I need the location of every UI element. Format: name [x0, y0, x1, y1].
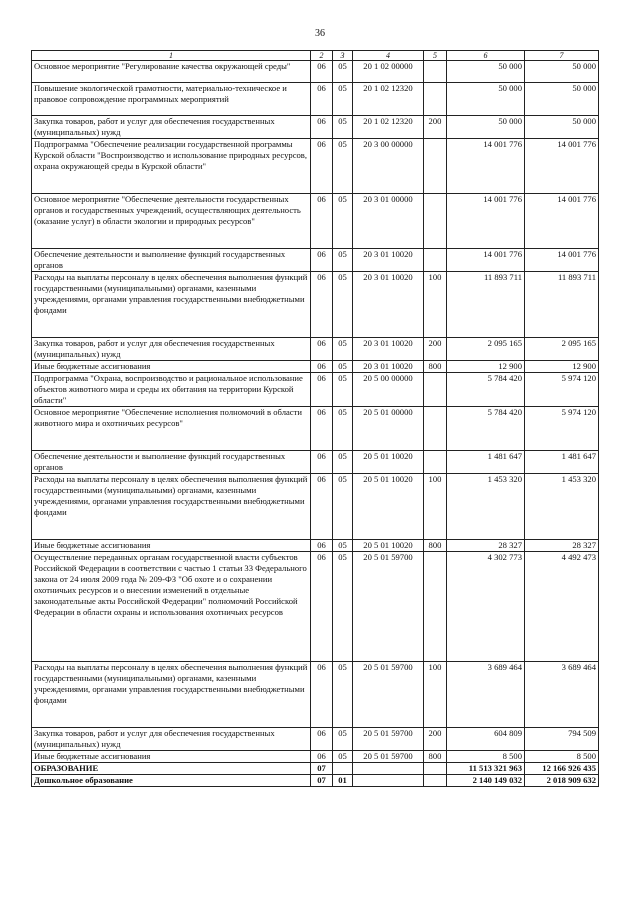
cell-amount-year-2: 11 893 711 [525, 272, 599, 338]
cell-section: 06 [311, 552, 333, 662]
column-header: 3 [333, 51, 353, 61]
budget-table [31, 50, 599, 787]
cell-subsection: 05 [333, 540, 353, 552]
table-row [32, 116, 599, 139]
cell-subsection: 05 [333, 407, 353, 451]
cell-section: 06 [311, 373, 333, 407]
cell-expense-type [424, 552, 447, 662]
cell-target-item: 20 3 01 10020 [353, 272, 424, 338]
cell-target-item: 20 5 01 00000 [353, 407, 424, 451]
cell-section: 06 [311, 194, 333, 249]
cell-amount-year-2: 12 900 [525, 361, 599, 373]
table-row [32, 194, 599, 249]
cell-amount-year-1: 3 689 464 [447, 662, 525, 728]
cell-target-item [353, 763, 424, 775]
column-header: 1 [32, 51, 311, 61]
table-row [32, 451, 599, 474]
cell-section: 06 [311, 338, 333, 361]
cell-target-item: 20 5 01 59700 [353, 662, 424, 728]
cell-subsection: 05 [333, 116, 353, 139]
table-row [32, 407, 599, 451]
page-number: 36 [315, 28, 325, 39]
cell-amount-year-2: 4 492 473 [525, 552, 599, 662]
cell-amount-year-1: 8 500 [447, 751, 525, 763]
cell-amount-year-2: 1 481 647 [525, 451, 599, 474]
cell-amount-year-1: 5 784 420 [447, 373, 525, 407]
table-row [32, 662, 599, 728]
column-header: 2 [311, 51, 333, 61]
column-header: 4 [353, 51, 424, 61]
cell-amount-year-2: 50 000 [525, 116, 599, 139]
cell-section: 06 [311, 139, 333, 194]
cell-expense-type [424, 373, 447, 407]
table-row [32, 272, 599, 338]
cell-amount-year-1: 11 893 711 [447, 272, 525, 338]
cell-section: 06 [311, 361, 333, 373]
cell-subsection: 05 [333, 249, 353, 272]
cell-name: Подпрограмма "Охрана, воспроизводство и рациональное использование объектов животного мира и среды их обитания на территории Курской области" [32, 373, 311, 407]
cell-subsection [333, 763, 353, 775]
table-row [32, 552, 599, 662]
cell-section: 06 [311, 83, 333, 116]
cell-amount-year-2: 8 500 [525, 751, 599, 763]
cell-subsection: 05 [333, 451, 353, 474]
cell-expense-type: 200 [424, 116, 447, 139]
cell-target-item [353, 775, 424, 787]
cell-section: 07 [311, 775, 333, 787]
cell-amount-year-2: 5 974 120 [525, 373, 599, 407]
cell-amount-year-2: 14 001 776 [525, 139, 599, 194]
cell-target-item: 20 1 02 12320 [353, 83, 424, 116]
cell-expense-type [424, 61, 447, 83]
cell-expense-type [424, 249, 447, 272]
cell-amount-year-1: 14 001 776 [447, 139, 525, 194]
table-row [32, 763, 599, 775]
cell-name: Иные бюджетные ассигнования [32, 361, 311, 373]
cell-name: Иные бюджетные ассигнования [32, 751, 311, 763]
cell-name: Иные бюджетные ассигнования [32, 540, 311, 552]
cell-amount-year-1: 50 000 [447, 61, 525, 83]
table-row [32, 139, 599, 194]
cell-amount-year-2: 3 689 464 [525, 662, 599, 728]
cell-amount-year-1: 50 000 [447, 83, 525, 116]
cell-section: 06 [311, 728, 333, 751]
cell-subsection: 05 [333, 83, 353, 116]
cell-target-item: 20 3 01 10020 [353, 338, 424, 361]
cell-name: Обеспечение деятельности и выполнение функций государственных органов [32, 249, 311, 272]
cell-amount-year-2: 14 001 776 [525, 194, 599, 249]
table-row [32, 338, 599, 361]
cell-amount-year-2: 2 095 165 [525, 338, 599, 361]
cell-section: 06 [311, 451, 333, 474]
cell-target-item: 20 5 01 59700 [353, 728, 424, 751]
cell-section: 06 [311, 751, 333, 763]
column-header: 5 [424, 51, 447, 61]
cell-amount-year-1: 1 453 320 [447, 474, 525, 540]
cell-section: 06 [311, 540, 333, 552]
cell-amount-year-1: 50 000 [447, 116, 525, 139]
cell-name: Основное мероприятие "Регулирование качества окружающей среды" [32, 61, 311, 83]
cell-name: Осуществление переданных органам государственной власти субъектов Российской Федерации в соответствии с частью 1 статьи 33 Федерального закона от 24 июля 2009 года № 209-ФЗ "Об охоте и о сохранении охотничьих ресурсов и о внесении изменений в отдельные законодательные акты Российской Федерации" полномочий Российской Федерации в области охраны и использования охотничьих ресурсов [32, 552, 311, 662]
table-row [32, 61, 599, 83]
table-row [32, 249, 599, 272]
cell-name: Подпрограмма "Обеспечение реализации государственной программы Курской области "Воспроизводство и использование природных ресурсов, охрана окружающей среды в Курской области" [32, 139, 311, 194]
cell-amount-year-1: 4 302 773 [447, 552, 525, 662]
cell-expense-type [424, 83, 447, 116]
cell-target-item: 20 5 01 10020 [353, 474, 424, 540]
cell-target-item: 20 3 01 00000 [353, 194, 424, 249]
cell-expense-type: 100 [424, 662, 447, 728]
cell-subsection: 05 [333, 272, 353, 338]
cell-section: 06 [311, 272, 333, 338]
cell-name: Основное мероприятие "Обеспечение исполнения полномочий в области животного мира и охотничьих ресурсов" [32, 407, 311, 451]
cell-section: 07 [311, 763, 333, 775]
cell-name: Расходы на выплаты персоналу в целях обеспечения выполнения функций государственными (муниципальными) органами, казенными учреждениями, органами управления государственными внебюджетными фондами [32, 474, 311, 540]
cell-subsection: 05 [333, 728, 353, 751]
cell-expense-type: 200 [424, 728, 447, 751]
cell-subsection: 05 [333, 139, 353, 194]
cell-amount-year-2: 50 000 [525, 83, 599, 116]
cell-amount-year-1: 14 001 776 [447, 249, 525, 272]
cell-section: 06 [311, 116, 333, 139]
cell-subsection: 01 [333, 775, 353, 787]
cell-name: Обеспечение деятельности и выполнение функций государственных органов [32, 451, 311, 474]
cell-subsection: 05 [333, 194, 353, 249]
cell-section: 06 [311, 61, 333, 83]
cell-subsection: 05 [333, 662, 353, 728]
cell-amount-year-2: 12 166 926 435 [525, 763, 599, 775]
cell-amount-year-1: 5 784 420 [447, 407, 525, 451]
table-row [32, 474, 599, 540]
cell-amount-year-2: 28 327 [525, 540, 599, 552]
cell-expense-type: 800 [424, 361, 447, 373]
cell-amount-year-2: 14 001 776 [525, 249, 599, 272]
cell-subsection: 05 [333, 373, 353, 407]
cell-name: Закупка товаров, работ и услуг для обеспечения государственных (муниципальных) нужд [32, 728, 311, 751]
cell-amount-year-2: 794 509 [525, 728, 599, 751]
cell-amount-year-1: 11 513 321 963 [447, 763, 525, 775]
table-row [32, 775, 599, 787]
cell-amount-year-2: 50 000 [525, 61, 599, 83]
cell-amount-year-1: 14 001 776 [447, 194, 525, 249]
cell-name: Дошкольное образование [32, 775, 311, 787]
cell-expense-type: 200 [424, 338, 447, 361]
table-row [32, 373, 599, 407]
cell-target-item: 20 5 00 00000 [353, 373, 424, 407]
cell-amount-year-1: 1 481 647 [447, 451, 525, 474]
cell-target-item: 20 3 01 10020 [353, 249, 424, 272]
cell-target-item: 20 5 01 10020 [353, 540, 424, 552]
cell-expense-type [424, 451, 447, 474]
cell-amount-year-2: 1 453 320 [525, 474, 599, 540]
cell-subsection: 05 [333, 474, 353, 540]
cell-target-item: 20 3 00 00000 [353, 139, 424, 194]
cell-amount-year-2: 5 974 120 [525, 407, 599, 451]
cell-expense-type [424, 775, 447, 787]
cell-subsection: 05 [333, 361, 353, 373]
table-row [32, 728, 599, 751]
cell-name: Закупка товаров, работ и услуг для обеспечения государственных (муниципальных) нужд [32, 338, 311, 361]
cell-name: Повышение экологической грамотности, материально-техническое и правовое сопровождение программных мероприятий [32, 83, 311, 116]
cell-subsection: 05 [333, 61, 353, 83]
column-header: 6 [447, 51, 525, 61]
cell-target-item: 20 1 02 00000 [353, 61, 424, 83]
cell-subsection: 05 [333, 751, 353, 763]
cell-expense-type [424, 139, 447, 194]
cell-name: ОБРАЗОВАНИЕ [32, 763, 311, 775]
cell-section: 06 [311, 407, 333, 451]
cell-section: 06 [311, 249, 333, 272]
cell-expense-type: 800 [424, 751, 447, 763]
cell-name: Расходы на выплаты персоналу в целях обеспечения выполнения функций государственными (муниципальными) органами, казенными учреждениями, органами управления государственными внебюджетными фондами [32, 662, 311, 728]
header-row [32, 51, 599, 61]
table-row [32, 751, 599, 763]
cell-amount-year-1: 604 809 [447, 728, 525, 751]
cell-amount-year-1: 2 140 149 032 [447, 775, 525, 787]
cell-expense-type [424, 763, 447, 775]
cell-expense-type: 800 [424, 540, 447, 552]
cell-target-item: 20 5 01 10020 [353, 451, 424, 474]
cell-amount-year-2: 2 018 909 632 [525, 775, 599, 787]
cell-subsection: 05 [333, 552, 353, 662]
cell-target-item: 20 5 01 59700 [353, 552, 424, 662]
cell-expense-type: 100 [424, 474, 447, 540]
cell-name: Основное мероприятие "Обеспечение деятельности государственных органов и государственных учреждений, осуществляющих деятельность (оказание услуг) в области экологии и природных ресурсов" [32, 194, 311, 249]
cell-amount-year-1: 12 900 [447, 361, 525, 373]
cell-section: 06 [311, 662, 333, 728]
cell-expense-type [424, 194, 447, 249]
cell-name: Расходы на выплаты персоналу в целях обеспечения выполнения функций государственными (муниципальными) органами, казенными учреждениями, органами управления государственными внебюджетными фондами [32, 272, 311, 338]
column-header: 7 [525, 51, 599, 61]
cell-amount-year-1: 28 327 [447, 540, 525, 552]
table-row [32, 540, 599, 552]
table-row [32, 361, 599, 373]
cell-subsection: 05 [333, 338, 353, 361]
cell-expense-type: 100 [424, 272, 447, 338]
cell-expense-type [424, 407, 447, 451]
cell-amount-year-1: 2 095 165 [447, 338, 525, 361]
table-row [32, 83, 599, 116]
cell-target-item: 20 1 02 12320 [353, 116, 424, 139]
table-body [32, 61, 599, 787]
cell-target-item: 20 5 01 59700 [353, 751, 424, 763]
cell-target-item: 20 3 01 10020 [353, 361, 424, 373]
cell-section: 06 [311, 474, 333, 540]
cell-name: Закупка товаров, работ и услуг для обеспечения государственных (муниципальных) нужд [32, 116, 311, 139]
